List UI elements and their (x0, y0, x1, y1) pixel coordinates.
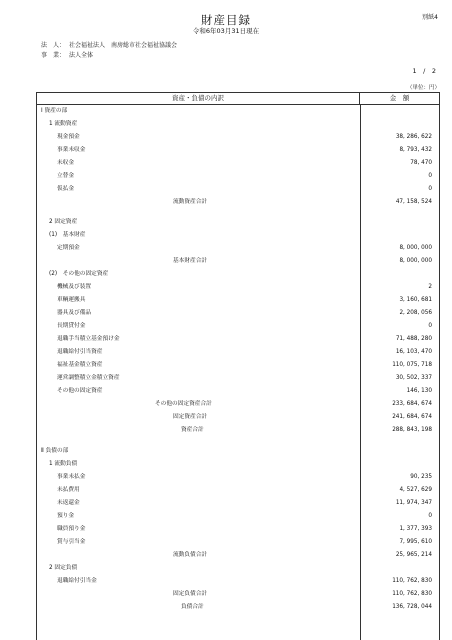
row-label: 器具及び備品 (57, 310, 92, 316)
row-amount: 110, 762, 830 (392, 578, 432, 584)
row-label: 固定負債合計 (173, 591, 208, 597)
table-row (37, 333, 440, 346)
row-label: 職員預り金 (57, 526, 86, 532)
row-amount: 90, 235 (410, 474, 432, 480)
table-row (37, 242, 440, 255)
business-value: 法人全体 (69, 52, 94, 59)
table-row (37, 523, 440, 536)
row-amount: 38, 286, 622 (395, 134, 432, 140)
row-label: 負債合計 (181, 604, 204, 610)
row-label: 福祉基金積立資産 (57, 362, 103, 368)
row-amount: 110, 762, 830 (392, 591, 432, 597)
inventory-table (36, 92, 440, 640)
row-amount: 8, 000, 000 (399, 245, 432, 251)
row-amount: 47, 158, 524 (395, 199, 432, 205)
row-label: (1) 基本財産 (49, 232, 86, 238)
row-label: その他の固定資産 (57, 388, 103, 394)
row-amount: 11, 974, 347 (395, 500, 432, 506)
table-row (37, 320, 440, 333)
table-row (37, 497, 440, 510)
row-label: 退職手当積立基金預け金 (57, 336, 120, 342)
table-row (37, 281, 440, 294)
row-amount: 0 (428, 323, 432, 329)
business-line (41, 50, 93, 59)
row-label: 未返還金 (57, 500, 80, 506)
row-amount: 8, 000, 000 (399, 258, 432, 264)
table-row (37, 385, 440, 398)
row-amount: 7, 995, 610 (399, 539, 432, 545)
table-row (37, 398, 440, 411)
header-item: 資産・負債の内訳 (37, 93, 360, 104)
table-row (37, 294, 440, 307)
corporation-key: 法 人： (41, 42, 66, 49)
row-amount: 8, 793, 432 (399, 147, 432, 153)
unit-label: （単位：円） (406, 85, 440, 91)
row-label: 1 流動負債 (49, 461, 78, 467)
table-row (37, 216, 440, 229)
table-row (37, 307, 440, 320)
row-amount: 2 (428, 284, 432, 290)
table-row (37, 562, 440, 575)
row-amount: 3, 160, 681 (399, 297, 432, 303)
row-label: 現金預金 (57, 134, 80, 140)
row-amount: 241, 684, 674 (392, 414, 432, 420)
table-row (37, 229, 440, 242)
table-row (37, 183, 440, 196)
table-row (37, 268, 440, 281)
row-label: 運営調整積立金積立資産 (57, 375, 120, 381)
table-row (37, 575, 440, 588)
corporation-value: 社会福祉法人 南房総市社会福祉協議会 (69, 42, 178, 49)
table-row (37, 359, 440, 372)
table-row (37, 588, 440, 601)
row-label: 立替金 (57, 173, 75, 179)
row-label: 資産合計 (181, 427, 204, 433)
table-row (37, 372, 440, 385)
table-row (37, 144, 440, 157)
row-label: 固定資産合計 (173, 414, 208, 420)
header-amount: 金 額 (389, 94, 410, 102)
row-amount: 30, 502, 337 (395, 375, 432, 381)
table-row (37, 157, 440, 170)
row-label: 未払費用 (57, 487, 80, 493)
row-amount: 1, 377, 393 (399, 526, 432, 532)
table-row (37, 196, 440, 209)
row-label: 車輌運搬具 (57, 297, 86, 303)
row-amount: 136, 728, 044 (392, 604, 432, 610)
table-row (37, 131, 440, 144)
row-label: (2) その他の固定資産 (49, 271, 109, 277)
attachment-label: 別紙4 (422, 14, 438, 21)
row-label: 流動負債合計 (173, 552, 208, 558)
corporation-line (41, 40, 177, 49)
row-label: 賞与引当金 (57, 539, 86, 545)
table-header (37, 93, 439, 105)
table-row (37, 445, 440, 458)
row-label: 基本財産合計 (173, 258, 208, 264)
row-label: 仮払金 (57, 186, 75, 192)
row-amount: 288, 843, 198 (392, 427, 432, 433)
row-amount: 233, 684, 674 (392, 401, 432, 407)
table-row (37, 411, 440, 424)
table-row (37, 105, 440, 118)
row-label: 未収金 (57, 160, 75, 166)
page-indicator: 1 / 2 (412, 67, 436, 75)
row-amount: 71, 488, 280 (395, 336, 432, 342)
row-label: 退職給付引当金 (57, 578, 97, 584)
row-amount: 78, 470 (410, 160, 432, 166)
row-amount: 110, 075, 718 (392, 362, 432, 368)
table-row (37, 424, 440, 437)
row-amount: 0 (428, 186, 432, 192)
row-amount: 0 (428, 173, 432, 179)
row-amount: 2, 208, 056 (399, 310, 432, 316)
table-row (37, 484, 440, 497)
table-row (37, 118, 440, 131)
as-of-date: 令和6年03月31日現在 (192, 27, 260, 35)
row-label: 事業未払金 (57, 474, 86, 480)
row-label: 流動資産合計 (173, 199, 208, 205)
row-label: 事業未収金 (57, 147, 86, 153)
table-row (37, 471, 440, 484)
row-label: 1 流動資産 (49, 121, 78, 127)
row-label: 退職給付引当資産 (57, 349, 103, 355)
document-title: 財産目録 (201, 13, 251, 27)
row-label: 2 固定負債 (49, 565, 78, 571)
table-row (37, 255, 440, 268)
row-amount: 4, 527, 629 (399, 487, 432, 493)
table-row (37, 510, 440, 523)
table-row (37, 536, 440, 549)
business-key: 事 業： (41, 52, 66, 59)
table-row (37, 549, 440, 562)
table-row (37, 458, 440, 471)
table-row (37, 346, 440, 359)
row-amount: 16, 103, 470 (395, 349, 432, 355)
row-label: 預り金 (57, 513, 75, 519)
row-label: その他の固定資産合計 (155, 401, 212, 407)
row-label: 機械及び装置 (57, 284, 92, 290)
row-amount: 25, 965, 214 (395, 552, 432, 558)
row-label: Ⅰ 資産の部 (41, 108, 68, 114)
row-label: Ⅱ 負債の部 (41, 448, 69, 454)
row-label: 長期貸付金 (57, 323, 86, 329)
row-label: 定期預金 (57, 245, 80, 251)
row-amount: 0 (428, 513, 432, 519)
table-row (37, 601, 440, 614)
row-label: 2 固定資産 (49, 219, 78, 225)
row-amount: 146, 130 (406, 388, 432, 394)
table-row (37, 170, 440, 183)
